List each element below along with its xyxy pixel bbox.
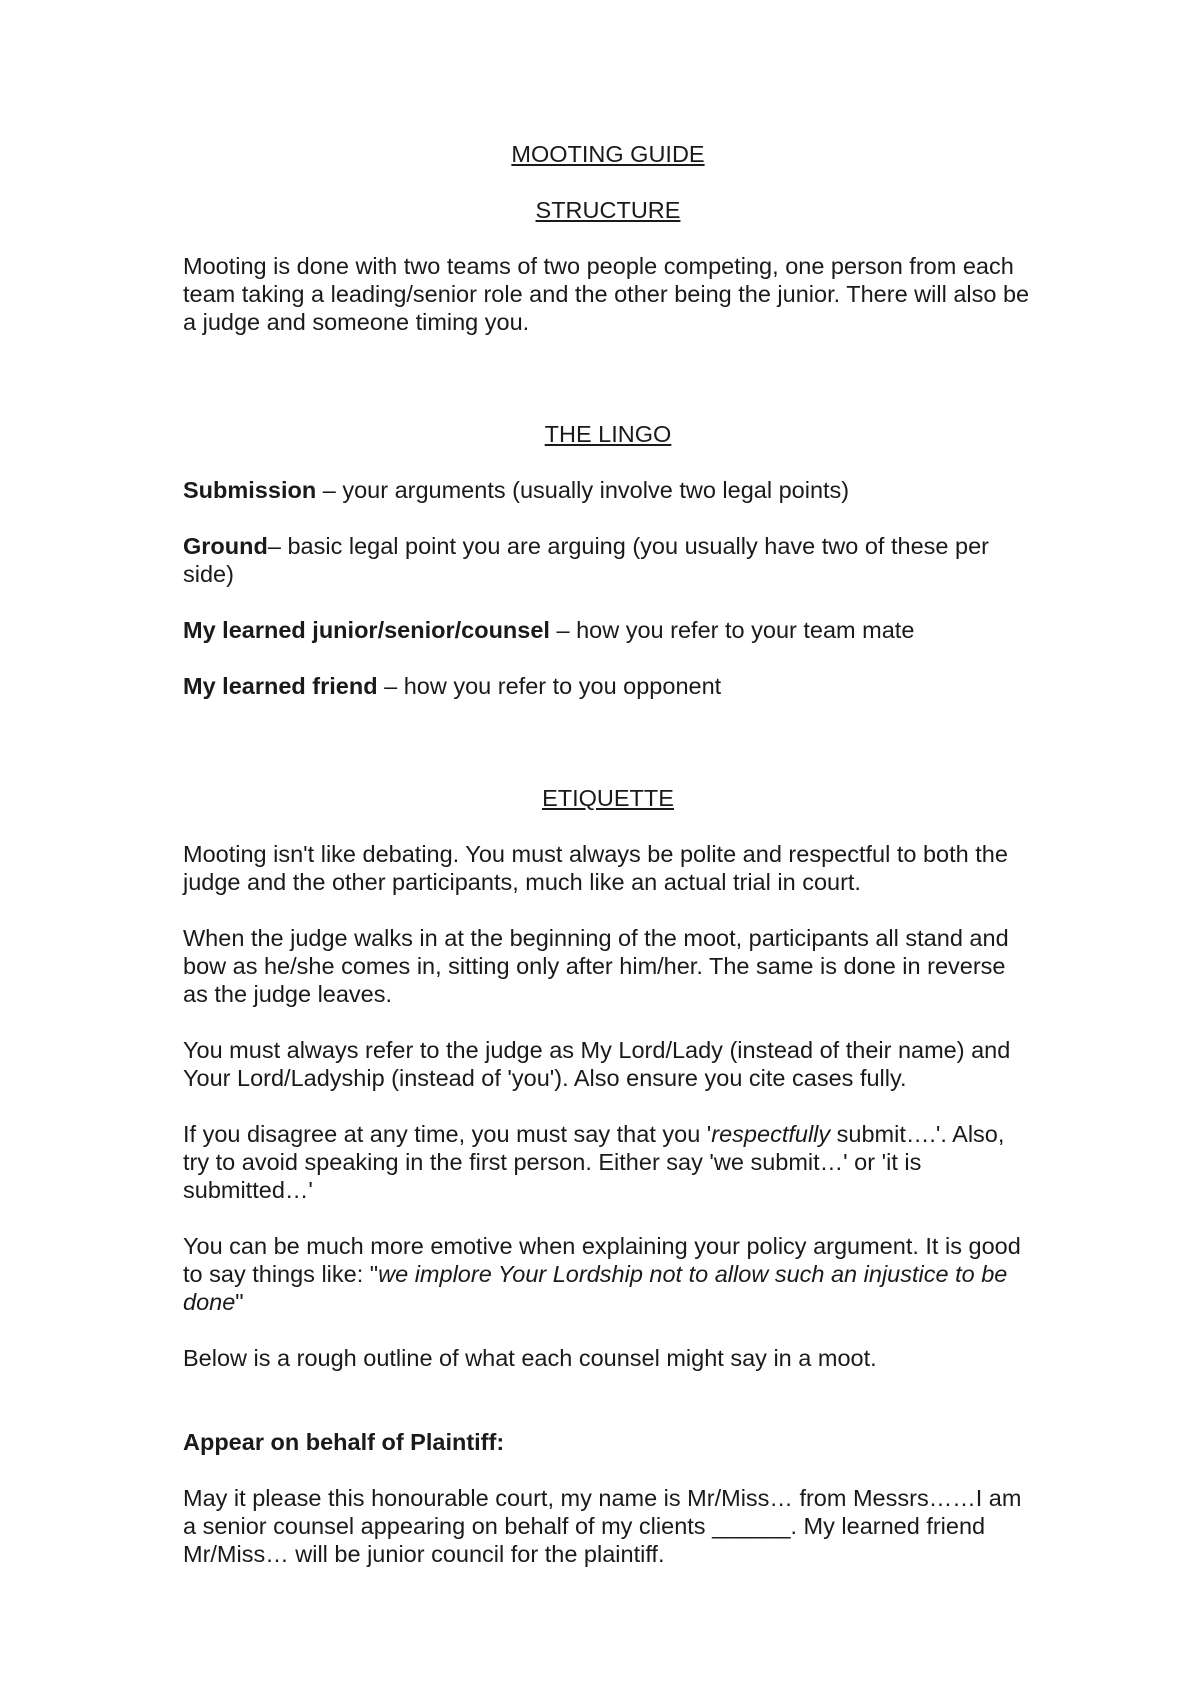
lingo-definition: your arguments (usually involve two legal points) <box>342 477 850 503</box>
lingo-separator: – <box>267 533 288 559</box>
structure-paragraph: Mooting is done with two teams of two people competing, one person from each team taking a leading/senior role and the other being the junior. There will also be a judge and someone timing you. <box>183 253 1030 335</box>
etiquette-paragraph-1: Mooting isn't like debating. You must always be polite and respectful to both the judge and the other participants, much like an actual trial in court. <box>183 841 1008 895</box>
etiquette-paragraph-5 <box>183 1232 1033 1316</box>
lingo-definition: how you refer to your team mate <box>576 617 915 643</box>
lingo-separator: – <box>316 477 343 503</box>
plaintiff-paragraph: May it please this honourable court, my name is Mr/Miss… from Messrs……I am a senior counsel appearing on behalf of my clients ______. My learned friend Mr/Miss… will be junior council for the plaintiff. <box>183 1485 1022 1567</box>
etiquette-paragraph-6: Below is a rough outline of what each counsel might say in a moot. <box>183 1345 877 1371</box>
lingo-definition: how you refer to you opponent <box>403 673 722 699</box>
structure-heading: STRUCTURE <box>535 197 681 223</box>
lingo-separator: – <box>549 617 577 643</box>
etiquette-paragraph-4 <box>183 1120 1033 1204</box>
text-run: You can be much more emotive when explaining your policy argument. It is good to say things like: " <box>183 1233 1021 1287</box>
etiquette-paragraph-3: You must always refer to the judge as My Lord/Lady (instead of their name) and Your Lord/Ladyship (instead of 'you'). Also ensure you cite cases fully. <box>183 1037 1011 1091</box>
text-run: If you disagree at any time, you must say that you ' <box>183 1121 712 1147</box>
page-title: MOOTING GUIDE <box>511 141 705 167</box>
lingo-term: Submission <box>183 477 317 503</box>
italic-text: respectfully <box>711 1121 831 1147</box>
lingo-term: My learned junior/senior/counsel <box>183 617 550 643</box>
plaintiff-heading: Appear on behalf of Plaintiff: <box>183 1429 505 1455</box>
lingo-definition: basic legal point you are arguing (you usually have two of these per side) <box>183 533 989 587</box>
lingo-item-ground <box>183 532 1033 588</box>
italic-text: we implore Your Lordship not to allow such an injustice to be done <box>183 1261 1008 1315</box>
lingo-separator: – <box>377 673 404 699</box>
etiquette-heading: ETIQUETTE <box>542 785 674 811</box>
lingo-item-learned-friend <box>183 672 1033 700</box>
document-body <box>183 140 1033 1596</box>
etiquette-paragraph-2: When the judge walks in at the beginning of the moot, participants all stand and bow as he/she comes in, sitting only after him/her. The same is done in reverse as the judge leaves. <box>183 925 1009 1007</box>
lingo-item-submission <box>183 476 1033 504</box>
lingo-item-learned-junior <box>183 616 1033 644</box>
text-run: " <box>235 1289 244 1315</box>
lingo-heading: THE LINGO <box>544 421 672 447</box>
text-run: submit….'. Also, try to avoid speaking in the first person. Either say 'we submit…' or 'it is submitted…' <box>183 1121 1005 1203</box>
lingo-term: Ground <box>183 533 268 559</box>
lingo-term: My learned friend <box>183 673 378 699</box>
